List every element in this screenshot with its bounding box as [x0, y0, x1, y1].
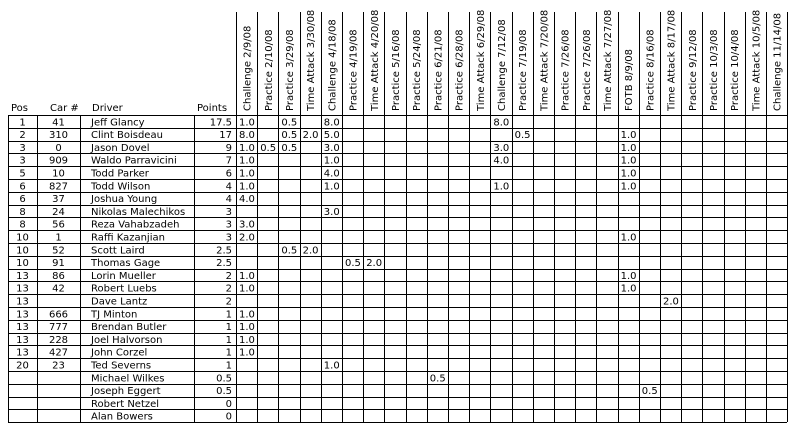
points-cell: 2.5 — [216, 245, 232, 257]
score-cell: 3.0 — [323, 142, 340, 154]
score-cell: 4.0 — [493, 155, 510, 167]
score-cell: 1.0 — [620, 181, 637, 193]
score-cell: 3.0 — [323, 206, 340, 218]
pos-cell: 5 — [19, 168, 26, 180]
score-cell: 0.5 — [281, 130, 298, 142]
event-header: Practice 6/21/08 — [433, 29, 445, 111]
score-cell: 1.0 — [620, 142, 637, 154]
pos-cell: 6 — [19, 194, 26, 206]
points-cell: 4 — [225, 181, 232, 193]
score-cell: 2.0 — [366, 258, 383, 270]
driver-cell: Lorin Mueller — [91, 270, 156, 282]
table-row — [16, 335, 255, 346]
table-row — [16, 361, 340, 372]
score-cell: 1.0 — [620, 270, 637, 282]
score-cell: 1.0 — [620, 232, 637, 244]
car-cell: 228 — [48, 334, 69, 346]
pos-cell: 3 — [19, 142, 26, 154]
driver-cell: Ted Severns — [91, 360, 152, 372]
pos-cell: 8 — [19, 219, 26, 231]
table-row — [19, 156, 636, 167]
event-header: Time Attack 6/29/08 — [475, 9, 487, 111]
score-cell: 0.5 — [281, 245, 298, 257]
score-cell: 0.5 — [514, 130, 531, 142]
score-cell: 1.0 — [239, 322, 255, 334]
event-header: Practice 2/10/08 — [263, 29, 275, 111]
pos-cell: 10 — [16, 258, 29, 270]
points-cell: 1 — [225, 322, 232, 334]
pos-cell: 13 — [16, 334, 29, 346]
table-row — [19, 194, 255, 205]
pos-cell: 20 — [16, 360, 29, 372]
points-cell: 0 — [225, 398, 232, 410]
car-cell: 24 — [52, 206, 65, 218]
points-cell: 9 — [225, 142, 232, 154]
event-header: Practice 5/24/08 — [412, 29, 424, 111]
pos-cell: 13 — [16, 296, 29, 308]
score-cell: 1.0 — [620, 155, 637, 167]
driver-cell: Jason Dovel — [91, 142, 150, 154]
points-cell: 0.5 — [216, 373, 232, 385]
table-row — [19, 220, 255, 231]
event-header: Practice 5/16/08 — [391, 29, 402, 111]
score-cell: 1.0 — [620, 130, 637, 142]
score-cell: 1.0 — [239, 283, 255, 295]
event-header: Practice 9/12/08 — [687, 29, 699, 111]
driver-cell: Brendan Butler — [91, 322, 167, 334]
car-cell: 827 — [48, 181, 69, 193]
car-cell: 86 — [52, 270, 65, 282]
pos-cell: 10 — [16, 245, 29, 257]
driver-cell: Robert Netzel — [91, 398, 160, 410]
car-cell: 91 — [52, 258, 65, 270]
car-cell: 666 — [48, 309, 69, 321]
event-header: Practice 6/28/08 — [454, 29, 466, 111]
header-car: Car # — [50, 103, 79, 114]
score-cell: 0.5 — [641, 386, 658, 398]
event-header: Practice 7/19/08 — [518, 29, 530, 111]
driver-cell: Todd Wilson — [91, 181, 151, 193]
points-cell: 2.5 — [216, 258, 232, 270]
table-row — [16, 271, 636, 282]
points-cell: 2 — [225, 296, 232, 308]
points-cell: 6 — [225, 168, 232, 180]
score-cell: 2.0 — [302, 130, 319, 142]
car-cell: 41 — [52, 117, 65, 129]
car-cell: 909 — [48, 155, 69, 167]
table-row — [19, 143, 636, 154]
event-header: Practice 7/26/08 — [560, 29, 572, 111]
score-cell: 2.0 — [239, 232, 255, 244]
event-header: Time Attack 7/20/08 — [539, 9, 551, 111]
pos-cell: 6 — [19, 181, 26, 193]
table-row — [16, 322, 255, 333]
driver-cell: Robert Luebs — [91, 283, 157, 295]
points-cell: 3 — [225, 206, 232, 218]
event-header: Challenge 7/12/08 — [497, 19, 508, 111]
table-row — [91, 399, 232, 410]
driver-cell: Scott Laird — [91, 245, 145, 257]
event-header: Practice 7/26/08 — [581, 29, 593, 111]
score-cell: 0.5 — [345, 258, 361, 270]
points-cell: 1 — [225, 309, 232, 321]
score-cell: 1.0 — [239, 155, 255, 167]
table-row — [19, 117, 509, 128]
pos-cell: 13 — [16, 270, 29, 282]
score-cell: 1.0 — [620, 168, 637, 180]
car-cell: 37 — [52, 194, 65, 206]
score-cell: 1.0 — [239, 347, 255, 359]
event-header: Time Attack 4/20/08 — [369, 9, 381, 111]
table-row — [16, 309, 255, 320]
points-cell: 0.5 — [216, 386, 232, 398]
score-cell: 3.0 — [239, 219, 255, 231]
driver-cell: Clint Boisdeau — [91, 130, 163, 142]
score-cell: 1.0 — [239, 270, 255, 282]
car-cell: 52 — [52, 245, 65, 257]
table-row — [91, 412, 232, 423]
pos-cell: 10 — [16, 232, 29, 244]
event-header: Time Attack 7/27/08 — [603, 9, 614, 111]
points-cell: 17 — [219, 130, 232, 142]
table-row — [19, 207, 339, 218]
event-header: Practice 8/16/08 — [645, 29, 657, 111]
car-cell: 0 — [55, 142, 62, 154]
score-cell: 0.5 — [260, 142, 277, 154]
table-row — [16, 233, 636, 244]
driver-cell: Thomas Gage — [91, 258, 161, 270]
score-cell: 1.0 — [239, 309, 255, 321]
car-cell: 56 — [52, 219, 65, 231]
score-cell: 1.0 — [323, 155, 340, 167]
pos-cell: 2 — [19, 130, 26, 142]
points-cell: 2 — [225, 270, 232, 282]
points-cell: 0 — [225, 411, 232, 423]
event-header: Practice 4/19/08 — [348, 29, 360, 111]
event-header: Practice 10/3/08 — [709, 29, 720, 111]
header-driver: Driver — [92, 103, 123, 114]
score-cell: 0.5 — [281, 117, 298, 129]
driver-cell: Dave Lantz — [91, 296, 148, 308]
score-cell: 4.0 — [323, 168, 340, 180]
header-points: Points — [197, 103, 228, 114]
car-cell: 23 — [52, 360, 65, 372]
driver-cell: Joel Halvorson — [91, 334, 163, 346]
pos-cell: 13 — [16, 283, 29, 295]
score-cell: 1.0 — [620, 283, 637, 295]
score-cell: 1.0 — [323, 360, 340, 372]
score-cell: 8.0 — [493, 117, 510, 129]
pos-cell: 1 — [19, 117, 26, 129]
car-cell: 427 — [48, 347, 69, 359]
points-cell: 3 — [225, 232, 232, 244]
table-row — [19, 130, 636, 141]
event-header: Time Attack 10/5/08 — [751, 9, 763, 111]
table-headers — [11, 103, 227, 114]
table-row — [19, 181, 636, 192]
driver-cell: TJ Minton — [91, 309, 138, 321]
points-cell: 4 — [225, 194, 232, 206]
score-cell: 1.0 — [239, 334, 255, 346]
score-cell: 0.5 — [281, 142, 298, 154]
score-cell: 8.0 — [323, 117, 340, 129]
driver-cell: Reza Vahabzadeh — [91, 219, 180, 231]
driver-cell: Waldo Parravicini — [91, 155, 177, 167]
pos-cell: 8 — [19, 206, 26, 218]
car-cell: 310 — [48, 130, 69, 142]
table-row — [16, 297, 679, 308]
event-header: Challenge 4/18/08 — [327, 19, 339, 111]
score-cell: 8.0 — [239, 130, 255, 142]
score-cell: 1.0 — [239, 117, 255, 129]
score-cell: 2.0 — [663, 296, 679, 308]
score-cell: 4.0 — [239, 194, 255, 206]
pos-cell: 13 — [16, 347, 29, 359]
table-row — [90, 386, 658, 397]
score-cell: 1.0 — [239, 142, 255, 154]
pos-cell: 3 — [19, 155, 26, 167]
score-cell: 1.0 — [493, 181, 510, 193]
driver-cell: Joshua Young — [91, 194, 158, 206]
event-header: Practice 10/4/08 — [730, 29, 742, 111]
driver-cell: Raffi Kazanjian — [91, 232, 165, 244]
car-cell: 1 — [55, 232, 62, 244]
points-cell: 17.5 — [209, 117, 232, 129]
event-header: Challenge 11/14/08 — [772, 12, 784, 111]
table-row — [16, 284, 636, 295]
score-cell: 3.0 — [493, 142, 510, 154]
score-cell: 1.0 — [239, 168, 255, 180]
event-header: Time Attack 3/30/08 — [306, 9, 318, 111]
driver-cell: Todd Parker — [91, 168, 149, 180]
event-header: Time Attack 8/17/08 — [666, 9, 678, 111]
driver-cell: John Corzel — [91, 347, 148, 359]
header-pos: Pos — [11, 103, 29, 114]
driver-cell: Jeff Glancy — [91, 117, 145, 129]
event-header: Practice 3/29/08 — [285, 29, 296, 111]
table-row — [19, 169, 636, 180]
table-row — [16, 245, 318, 256]
table-row — [16, 258, 382, 269]
driver-cell: Nikolas Malechikos — [91, 206, 186, 218]
event-header: FOTB 8/9/08 — [624, 49, 636, 111]
driver-cell: Joseph Eggert — [91, 386, 161, 398]
car-cell: 42 — [52, 283, 65, 295]
score-cell: 1.0 — [323, 181, 340, 193]
score-cell: 5.0 — [323, 130, 340, 142]
pos-cell: 13 — [16, 322, 29, 334]
score-cell: 2.0 — [302, 245, 319, 257]
event-header: Challenge 2/9/08 — [242, 25, 254, 111]
score-cell: 0.5 — [429, 373, 446, 385]
score-cell: 1.0 — [239, 181, 255, 193]
table-row — [16, 348, 255, 359]
car-cell: 777 — [48, 322, 69, 334]
driver-cell: Alan Bowers — [91, 411, 153, 423]
pos-cell: 13 — [16, 309, 29, 321]
points-cell: 2 — [225, 283, 232, 295]
car-cell: 10 — [52, 168, 65, 180]
table-row — [91, 373, 446, 384]
points-cell: 1 — [225, 360, 232, 372]
points-cell: 1 — [225, 347, 232, 359]
points-cell: 7 — [225, 155, 232, 167]
driver-cell: Michael Wilkes — [91, 373, 165, 385]
points-cell: 1 — [225, 334, 232, 346]
points-cell: 3 — [225, 219, 232, 231]
